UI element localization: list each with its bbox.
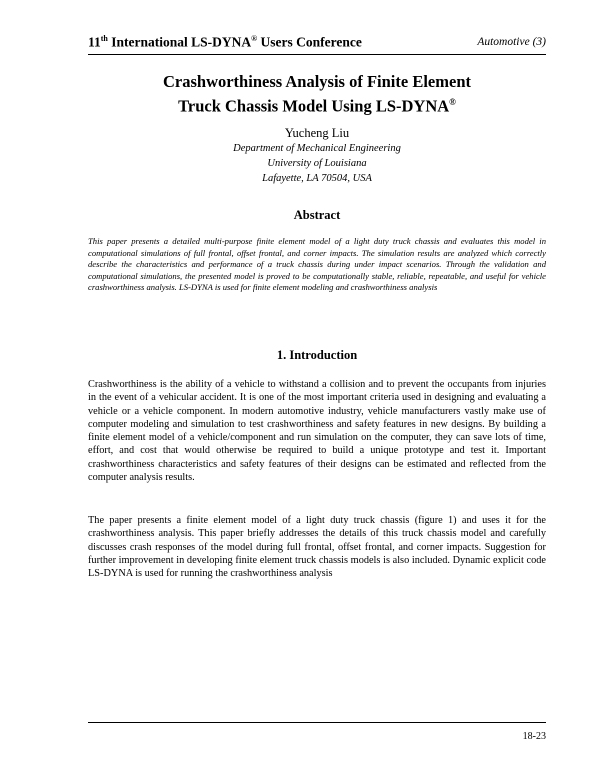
abstract-heading: Abstract [293, 208, 341, 222]
author-name: Yucheng Liu [284, 126, 350, 140]
section-label: Automotive (3) [477, 36, 546, 48]
author-block [88, 125, 546, 186]
abstract-text: This paper presents a detailed multi-purpose finite element model of a light duty truck chassis and evaluates this model in computational simulations of full frontal, offset frontal, and corner impacts. The simulation results are analyzed which correctly describe the characteristics and performance of a truck chassis during under impact scenarios. Through the validation and computational simulations, the presented model is proved to be computationally stable, reliable, repeatable, and useful for vehicle crashworthiness analysis. LS-DYNA is used for finite element modeling and crashworthiness analysis [88, 236, 546, 292]
page-footer [88, 722, 546, 742]
title-line-2-text: Truck Chassis Model Using LS-DYNA [178, 96, 450, 116]
conference-title [88, 34, 362, 51]
author-location: Lafayette, LA 70504, USA [262, 173, 372, 184]
introduction-paragraph-2: The paper presents a finite element model of a light duty truck chassis (figure 1) and uses it for the crashworthiness analysis. This paper briefly addresses the details of this truck chassis model and carefully discusses crash responses of the model during full frontal, offset frontal, and corner impacts. Suggestion for further improvement in developing finite element truck chassis models is also included. Dynamic explicit code LS-DYNA is used for running the crashworthiness analysis [88, 515, 546, 580]
introduction-heading: 1. Introduction [276, 348, 358, 362]
author-university: University of Louisiana [267, 158, 367, 169]
title-line-1: Crashworthiness Analysis of Finite Element [162, 72, 471, 91]
conference-suffix: Users Conference [257, 34, 362, 50]
conference-name: International LS-DYNA [107, 34, 252, 50]
conference-number: 11 [88, 34, 101, 50]
title-line-2 [88, 92, 546, 117]
ordinal-suffix: th [100, 34, 108, 43]
page-header [88, 34, 546, 55]
registered-mark: ® [251, 34, 258, 43]
introduction-paragraph-1: Crashworthiness is the ability of a vehicle to withstand a collision and to prevent the occupants from injuries in the event of a vehicular accident. It is one of the most important criteria used in designing and evaluating a vehicle or a vehicle component. In modern automotive industry, vehicle manufacturers vastly make use of computer modeling and simulation to test crashworthiness and safety features in new designs. By building a finite element model of a vehicle/component and run simulation on the computer, they can save lots of time, effort, and cost that would otherwise be required to build a unique prototype and test it. Important crashworthiness characteristics and safety features of their designs can be estimated and reflected from the computer analysis results. [88, 379, 546, 484]
paper-title [88, 72, 546, 117]
author-department: Department of Mechanical Engineering [233, 143, 401, 154]
page-number: 18-23 [522, 731, 546, 742]
title-registered-mark: ® [449, 97, 456, 107]
